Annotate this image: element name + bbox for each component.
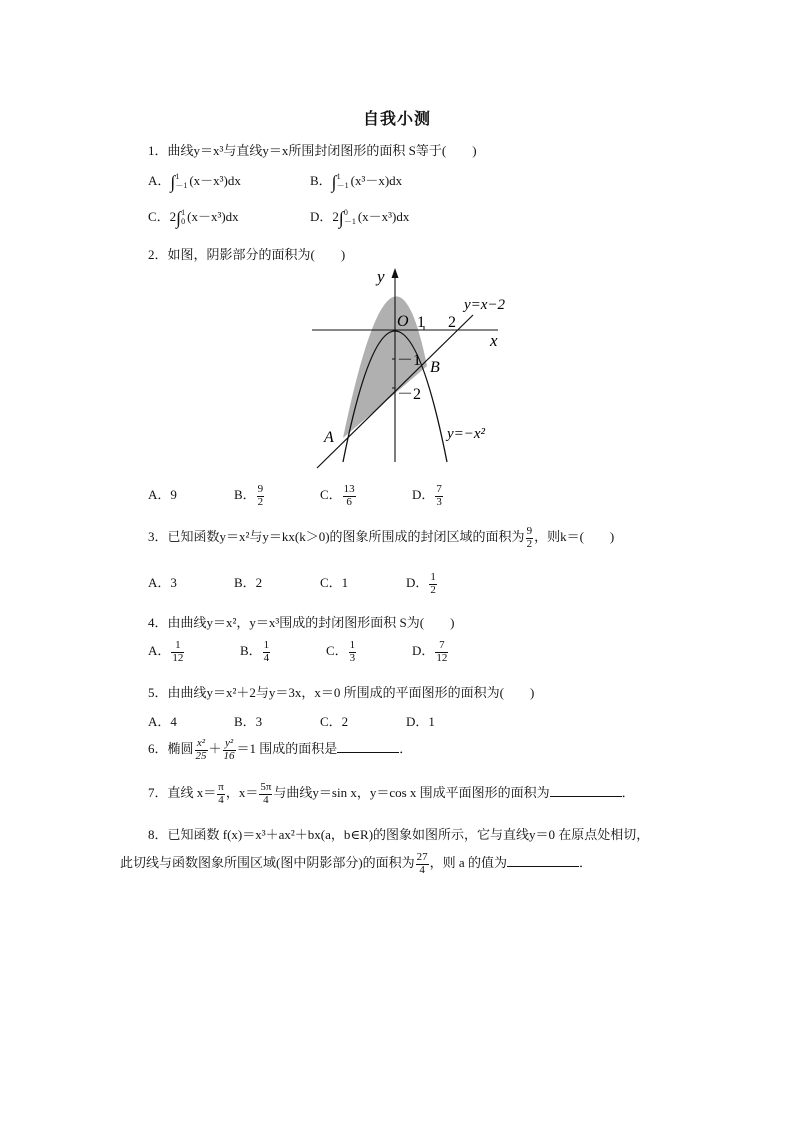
option-a: A． $\frac{1}{12}$ xyxy=(148,639,184,664)
option-c: C． $\frac{1}{3}$ xyxy=(326,639,356,664)
line-equation-label: y=x−2 xyxy=(464,297,506,313)
option-d: D． $\frac{7}{3}$ xyxy=(412,483,442,508)
point-a-label: A xyxy=(324,429,334,446)
curve-equation-label: y=−x² xyxy=(447,426,486,442)
y-axis-label: y xyxy=(377,267,385,286)
option-b: B．∫ 1 －1 (x³－x)dx xyxy=(310,172,403,192)
option-a: A．3 xyxy=(148,575,177,591)
question-2-options xyxy=(148,484,444,508)
option-b: B． $\frac{9}{2}$ xyxy=(234,483,264,508)
question-4-stem: 4．由曲线y＝x²，y＝x³围成的封闭图形面积 S为( ) xyxy=(148,615,455,630)
question-7-stem: 7．直线 x＝ $\frac{\pi}{4}$ ，x＝ $\frac{5\pi}{4}$ 与曲线y＝sin x，y＝cos x 围成平面图形的面积为 ． xyxy=(148,781,635,806)
question-2-stem: 2．如图，阴影部分的面积为( ) xyxy=(148,247,346,262)
option-b: B．3 xyxy=(234,714,263,729)
y-axis-arrow xyxy=(392,268,399,278)
x-axis-label: x xyxy=(490,331,498,350)
tick-label-1: 1 xyxy=(417,314,425,331)
answer-blank[interactable] xyxy=(507,854,579,867)
option-d: D．1 xyxy=(406,714,435,729)
question-8-line1: 8．已知函数 f(x)＝x³＋ax²＋bx(a，b∈R)的图象如图所示，它与直线y＝0 在原点处相切， xyxy=(148,827,650,842)
option-b: B． $\frac{1}{4}$ xyxy=(240,639,270,664)
question-5-options xyxy=(148,711,435,730)
option-c: C．1 xyxy=(320,575,349,591)
option-d: D．2∫ 0 －1 (x－x³)dx xyxy=(310,208,410,228)
question-3-stem: 3．已知函数y＝x²与y＝kx(k＞0)的图象所围成的封闭区域的面积为 $\frac{9}{2}$ ，则k＝( ) xyxy=(148,525,615,550)
option-b: B．2 xyxy=(234,575,263,591)
question-1-stem: 1．曲线y＝x³与直线y＝x所围封闭图形的面积 S等于( ) xyxy=(148,143,477,158)
option-d: D． $\frac{7}{12}$ xyxy=(412,639,448,664)
page-title: 自我小测 xyxy=(362,109,431,128)
option-c: C． $\frac{13}{6}$ xyxy=(320,483,355,508)
question-5-stem: 5．由曲线y＝x²＋2与y＝3x，x＝0 所围成的平面图形的面积为( ) xyxy=(148,685,535,700)
figure-parabola-line xyxy=(300,262,530,472)
tick-label-minus-2: －2 xyxy=(397,386,422,403)
origin-label: O xyxy=(397,313,409,330)
question-3-options xyxy=(148,572,438,596)
option-c: C．2 xyxy=(320,714,349,729)
tick-label-minus-1: －1 xyxy=(397,352,422,369)
question-4-options xyxy=(148,640,449,664)
option-a: A．∫ 1 －1 (x－x³)dx xyxy=(148,172,241,192)
tick-label-2: 2 xyxy=(448,314,456,331)
question-8-line2: 此切线与函数图象所围区域(图中阴影部分)的面积为 $\frac{27}{4}$ ，则 a 的值为 ． xyxy=(120,851,592,876)
answer-blank[interactable] xyxy=(337,740,399,753)
question-1-options-row1 xyxy=(148,170,241,193)
answer-blank[interactable] xyxy=(550,784,622,797)
option-a: A．9 xyxy=(148,487,177,503)
option-c: C．2∫ 1 0 (x－x³)dx xyxy=(148,208,239,228)
option-a: A．4 xyxy=(148,714,177,729)
question-6-stem: 6．椭圆 $\frac{\text{x²}}{25}$ ＋ $\frac{\text{y²}}{16}$ ＝1 围成的面积是 ． xyxy=(148,737,413,762)
option-d: D． $\frac{1}{2}$ xyxy=(406,571,436,596)
point-b-label: B xyxy=(430,359,440,376)
